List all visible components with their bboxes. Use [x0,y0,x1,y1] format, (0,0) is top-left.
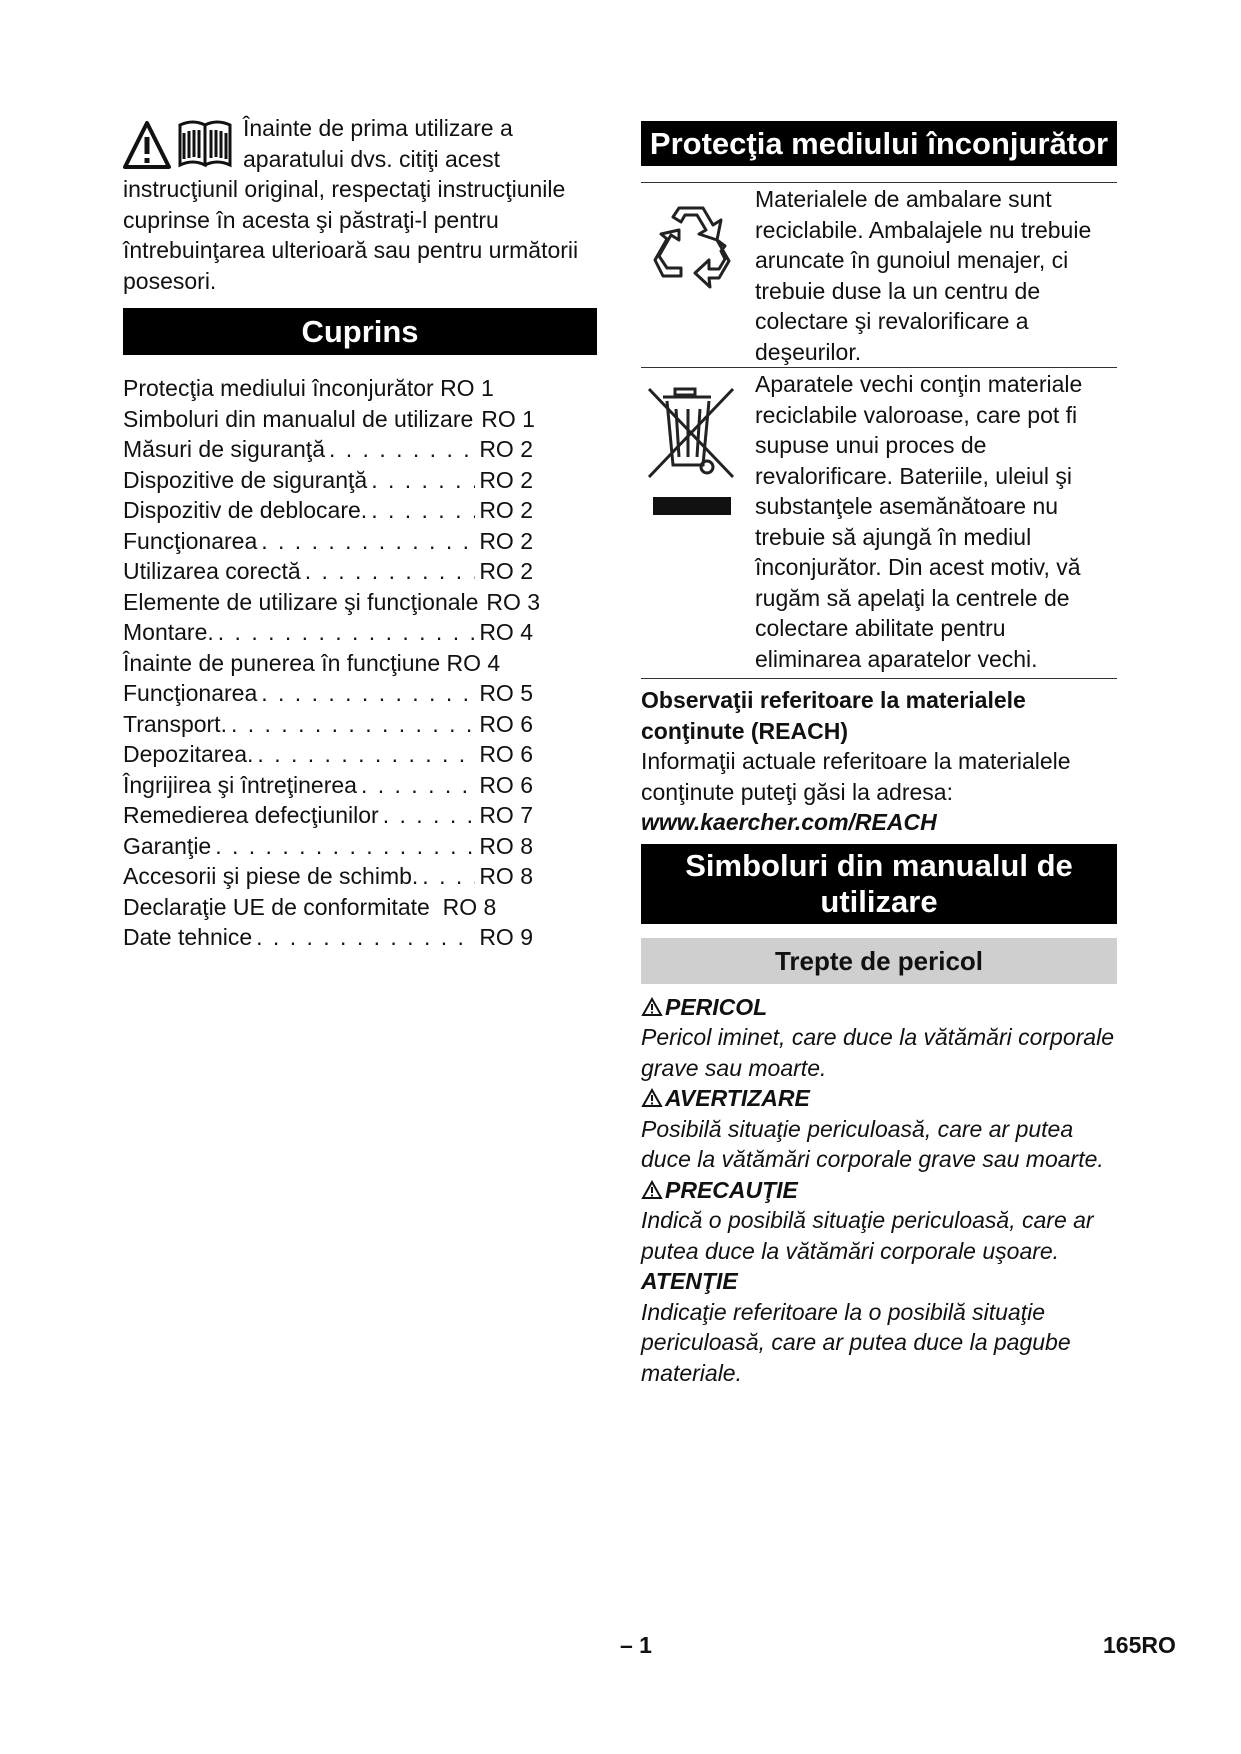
packaging-text: Materialele de ambalare sunt reciclabile. Ambalajele nu trebuie aruncate în gunoiul menajer, ci trebuie duse la un centru de colectare şi revalorificare a deşeurilor. [755,186,1092,365]
environment-title: Protecţia mediului înconjurător [641,121,1117,166]
toc-item[interactable]: Dispozitive de siguranţă . . . RO 2 [123,465,533,496]
symbols-title: Simboluri din manualul de utilizare [641,844,1117,924]
hazard-label: PRECAUŢIE [665,1176,798,1203]
reach-heading: Observaţii referitoare la materialele conţinute (REACH) [641,687,1026,744]
left-column [123,113,597,953]
reach-link[interactable]: www.kaercher.com/REACH [641,809,937,835]
section-divider [641,678,1117,679]
hazard-label: ATENŢIE [641,1268,738,1294]
hazard-label: PERICOL [665,993,768,1020]
toc-item[interactable]: Protecţia mediului înconjurător RO 1 [123,375,494,401]
toc-item[interactable]: Îngrijirea şi întreţinerea . . . RO 6 [123,770,533,801]
hazard-level-item [641,1175,1117,1267]
toc-item[interactable]: Elemente de utilizare şi funcţionale RO 3 [123,588,541,615]
reach-text: Informaţii actuale referitoare la materialele conţinute puteţi găsi la adresa: [641,748,1071,805]
toc-item[interactable]: Remedierea defecţiunilor . . . RO 7 [123,800,533,831]
intro-text: Înainte de prima utilizare a aparatului dvs. citiţi acest instrucţiunil original, respectaţi instrucţiunile cuprinse în acesta şi păstraţi-l pentru întrebuinţarea ulterioară sau pentru următorii posesori. [123,115,579,294]
toc-item[interactable]: Înainte de punerea în funcţiune RO 4 [123,649,501,676]
right-column [641,121,1117,1388]
toc-item[interactable]: Depozitarea. . . . RO 6 [123,739,533,770]
recycle-icon [641,184,755,367]
table-of-contents [123,373,541,953]
warning-triangle-icon [641,997,663,1017]
toc-item[interactable]: Funcţionarea . . . RO 2 [123,526,533,557]
old-devices-row [641,367,1117,674]
toc-item[interactable]: Dispozitiv de deblocare. . . . RO 2 [123,495,533,526]
warning-triangle-icon [125,123,169,167]
hazard-description: Indică o posibilă situaţie periculoasă, care ar putea duce la vătămări corporale uşoare. [641,1207,1094,1264]
toc-item[interactable]: Transport. . . . RO 6 [123,709,533,740]
intro-paragraph [123,113,597,296]
hazard-level-item [641,1266,1117,1388]
warning-triangle-icon [641,1180,663,1200]
toc-item[interactable]: Utilizarea corectă . . . RO 2 [123,556,533,587]
hazard-levels-subtitle: Trepte de pericol [641,938,1117,984]
hazard-description: Indicaţie referitoare la o posibilă situaţie periculoasă, care ar putea duce la pagube materiale. [641,1298,1071,1386]
toc-item[interactable]: Declaraţie UE de conformitate RO 8 [123,893,497,920]
toc-item[interactable]: Simboluri din manualul de utilizare RO 1 [123,405,535,432]
hazard-description: Pericol iminet, care duce la vătămări corporale grave sau moarte. [641,1024,1114,1081]
hazard-label: AVERTIZARE [665,1085,810,1111]
warning-manual-icon [123,117,233,173]
contents-title: Cuprins [123,308,597,355]
hazard-description: Posibilă situaţie periculoasă, care ar putea duce la vătămări corporale grave sau moarte. [641,1115,1104,1172]
manual-book-icon [180,122,230,165]
page-code: 165RO [1103,1632,1176,1658]
warning-triangle-icon [641,1088,663,1108]
reach-section [641,685,1117,838]
page-number: – 1 [620,1632,652,1658]
toc-item[interactable]: Garanţie . . . RO 8 [123,831,533,862]
hazard-level-item [641,992,1117,1084]
toc-item[interactable]: Date tehnice . . . RO 9 [123,922,533,953]
toc-item[interactable]: Funcţionarea . . . RO 5 [123,678,533,709]
hazard-levels-list [641,992,1117,1389]
toc-item[interactable]: Accesorii şi piese de schimb. . . . RO 8 [123,861,533,892]
packaging-row [641,182,1117,367]
toc-item[interactable]: Măsuri de siguranţă . . . RO 2 [123,434,533,465]
old-devices-text: Aparatele vechi conţin materiale reciclabile valoroase, care pot fi supuse unui proces de revalorificare. Bateriile, uleiul şi substanţele asemănătoare nu trebuie să ajungă în mediul înconjurător. Din acest motiv, vă rugăm să apelaţi la centrele de colectare abilitate pentru eliminarea aparatelor vechi. [755,371,1083,672]
crossed-bin-icon [641,369,755,674]
hazard-level-item [641,1083,1117,1175]
toc-item[interactable]: Montare. . . . RO 4 [123,617,533,648]
